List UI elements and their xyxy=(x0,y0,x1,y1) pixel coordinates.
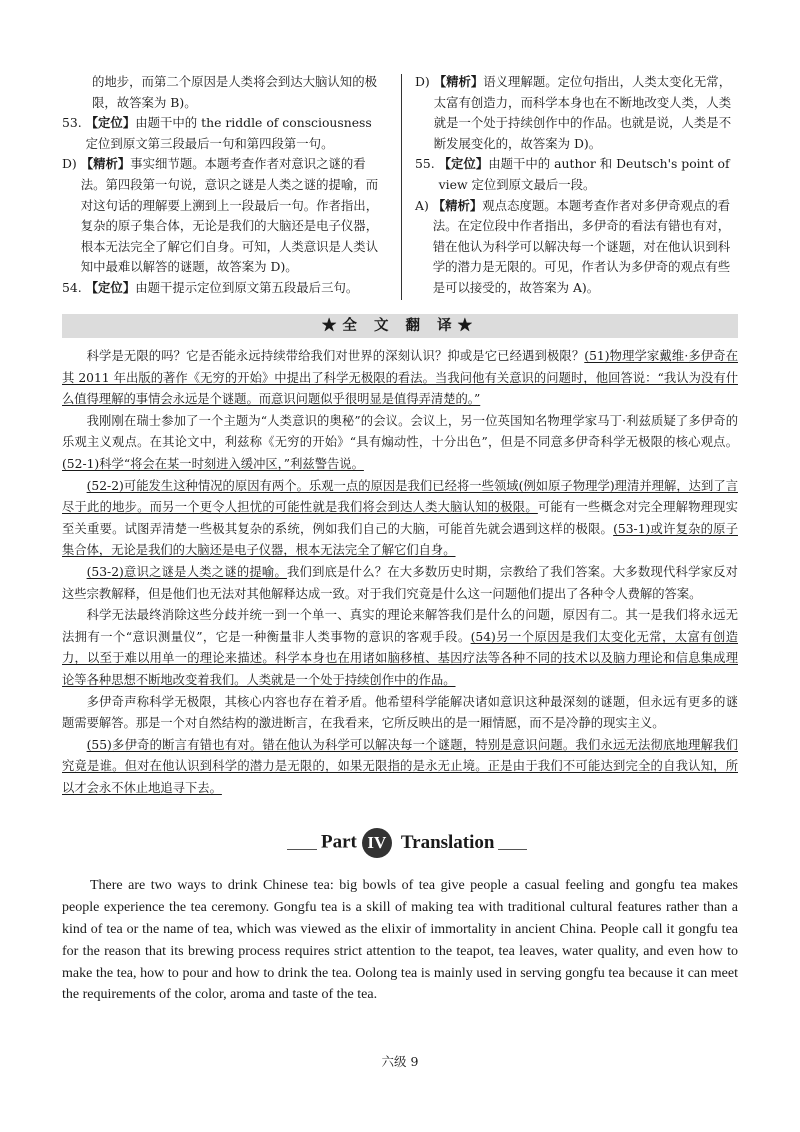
left-column xyxy=(62,72,399,304)
part-heading xyxy=(62,825,738,861)
item-label: A) xyxy=(415,197,433,213)
answer-item xyxy=(415,196,738,299)
item-label: 54. xyxy=(62,279,86,295)
column-divider xyxy=(401,74,402,300)
item-tag: 【定位】 xyxy=(438,156,489,172)
sentence: 科学无法最终消除这些分歧并统一到一个单一、真实的理论来解答我们是什么的问题，原因有二。其一是我们将永远无法拥有一个“意识测量仪”，它是一种衡量非人类事物的意识的客观手段。 xyxy=(62,608,738,644)
answer-item xyxy=(62,113,385,154)
right-column xyxy=(399,72,738,304)
item-label: 53. xyxy=(62,115,86,131)
item-tag: 【定位】 xyxy=(85,279,136,295)
underlined-sentence: (53-1)或许复杂的原子集合体，无论是我们的大脑还是电子仪器，根本无法完全了解它们自身。 xyxy=(62,521,738,558)
answer-item xyxy=(62,278,385,299)
part-numeral: IV xyxy=(362,828,392,858)
item-tag: 【定位】 xyxy=(85,115,136,131)
item-text: 事实细节题。本题考查作者对意识之谜的看法。第四段第一句说，意识之谜是人类之谜的提喻，而对这句话的理解要上溯到上一段最后一句。作者指出，复杂的原子集合体，无论是我们的大脑还是电子仪器，根本无法完全了解它们自身。可知，人类意识是人类认知中最难以解答的谜题，故答案为 D)。 xyxy=(80,156,379,275)
page-footer: 六级 9 xyxy=(381,1054,419,1069)
english-paragraph: There are two ways to drink Chinese tea: big bowls of tea give people a casual feeling and gongfu tea makes people experience the tea ceremony. Gongfu tea is a skill of making tea with traditional cultural features rather than a kind of tea or the name of tea, which was viewed as the elixir of immortality in ancient China. People call it gongfu tea for the reason that its brewing process requires strict attention to the teapot, tea leaves, water quality, and even how to make the tea, how to pour and how to drink the tea. Oolong tea is mainly used in serving gongfu tea because it can meet the requirements of the color, aroma and taste of the tea. xyxy=(62,878,738,1003)
underlined-sentence: (52-1)科学“将会在某一时刻进入缓冲区，”利兹警告说。 xyxy=(62,456,364,471)
translation-paragraph xyxy=(62,692,738,735)
underlined-sentence: (55)多伊奇的断言有错也有对。错在他认为科学可以解决每一个谜题，特别是意识问题。我们永远无法彻底地理解我们究竟是谁。但对在他认识到科学的潜力是无限的，如果无限指的是永无止境。正是由于我们不可能达到完全的自我认知，所以才会永不休止地追寻下去。 xyxy=(62,737,738,795)
page xyxy=(62,72,738,1006)
full-text-translation-heading: ★全 文 翻 译★ xyxy=(62,314,738,338)
item-text: 由题干中的 the riddle of consciousness 定位到原文第三段最后一句和第四段第一句。 xyxy=(85,115,372,151)
answer-item xyxy=(415,154,738,195)
underlined-sentence: (54)另一个原因是我们太变化无常，太富有创造力，以至于难以用单一的理论来描述。科学本身也在用诸如脑移植、基因疗法等各种不同的技术以及脑力理论和信息集成理论等各种思想不断地改变着我们。人类就是一个处于持续创作中的作品。 xyxy=(62,629,739,687)
underlined-sentence: (53-2)意识之谜是人类之谜的提喻。 xyxy=(86,564,287,579)
item-label: 55. xyxy=(415,156,439,172)
item-label: D) xyxy=(62,156,81,172)
underlined-sentence: (52-2)可能发生这种情况的原因有两个。乐观一点的原因是我们已经将一些领域(例如原子物理学)理清并理解，达到了言尽于此的地步。而另一个更令人担忧的可能性就是我们将会到达人类大脑认知的极限。 xyxy=(62,478,738,515)
sentence: 多伊奇声称科学无极限，其核心内容也存在着矛盾。他希望科学能解决诸如意识这种最深刻的谜题，但永远有更多的谜题需要解答。那是一个对自然结构的激进断言，在我看来，它所反映出的是一厢情愿，而不是冷静的现实主义。 xyxy=(62,694,738,731)
item-text: 语义理解题。定位句指出，人类太变化无常，太富有创造力，而科学本身也在不断地改变人类，人类就是一个处于持续创作中的作品。也就是说，人类是不断发展变化的，故答案为 D)。 xyxy=(433,74,732,151)
translation-paragraph xyxy=(62,346,738,411)
item-tag: 【精析】 xyxy=(80,156,131,172)
part-title: Translation xyxy=(400,831,495,853)
sentence: 科学是无限的吗？它是否能永远持续带给我们对世界的深刻认识？抑或是它已经遇到极限？ xyxy=(86,349,585,363)
chinese-translation xyxy=(62,346,738,799)
item-text: 观点态度题。本题考查作者对多伊奇观点的看法。在定位段中作者指出，多伊奇的看法有错也有对，错在他认为科学可以解决每一个谜题，对在他认识到科学的潜力是无限的。可见，作者认为多伊奇的观点有些是可以接受的，故答案为 A)。 xyxy=(432,197,731,295)
item-tag: 【精析】 xyxy=(433,74,484,89)
answer-columns xyxy=(62,72,738,304)
answer-item xyxy=(62,72,385,113)
translation-paragraph xyxy=(62,411,738,476)
part-word: Part xyxy=(321,831,357,853)
translation-paragraph xyxy=(62,735,738,800)
translation-paragraph xyxy=(62,562,738,605)
item-text: 由题干提示定位到原文第五段最后三句。 xyxy=(135,279,359,295)
translation-paragraph xyxy=(62,476,738,562)
answer-item xyxy=(62,154,385,278)
translation-paragraph xyxy=(62,605,738,691)
sentence: 我刚刚在瑞士参加了一个主题为“人类意识的奥秘”的会议。会议上，另一位英国知名物理学家马丁·利兹质疑了多伊奇的乐观主义观点。在其论文中，利兹称《无穷的开始》“具有煽动性，十分出色”，但是不同意多伊奇科学无极限的核心观点。 xyxy=(62,413,738,450)
item-label: D) xyxy=(415,74,434,89)
item-tag: 【精析】 xyxy=(432,197,483,213)
english-translation xyxy=(62,875,738,1006)
sentence: 可能有一些概念对完全理解物理现实至关重要。试图弄清楚一些极其复杂的系统，例如我们自己的大脑，可能首先就会遇到这样的极限。 xyxy=(62,500,738,536)
sentence: 我们到底是什么？在大多数历史时期，宗教给了我们答案。大多数现代科学家反对这些宗教解释，但是他们也无法对其他解释达成一致。对于我们究竟是什么这一问题他们提出了各种令人费解的答案。 xyxy=(62,564,738,601)
answer-item xyxy=(415,72,738,154)
underlined-sentence: (51)物理学家戴维·多伊奇在其 2011 年出版的著作《无穷的开始》中提出了科学无极限的看法。当我问他有关意识的问题时，他回答说：“我认为没有什么值得理解的事情会永远是个谜题。而意识问题似乎很明显是值得弄清楚的。” xyxy=(62,349,738,407)
item-text: 由题干中的 author 和 Deutsch's point of view 定位到原文最后一段。 xyxy=(438,156,730,192)
item-text: 的地步，而第二个原因是人类将会到达大脑认知的极限，故答案为 B)。 xyxy=(92,74,377,110)
